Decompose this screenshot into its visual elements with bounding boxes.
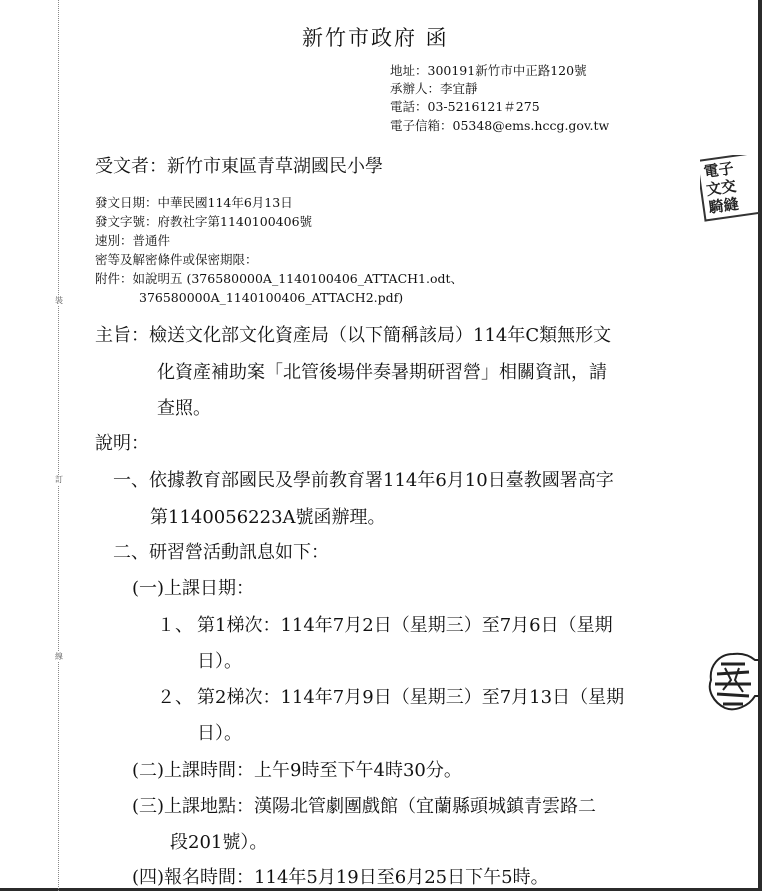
issue-date: 發文日期：中華民國114年6月13日 <box>95 195 293 210</box>
explanation-heading: 說明： <box>95 433 149 454</box>
sub1-item-b-line1: 第2梯次：114年7月9日（星期三）至7月13日（星期 <box>197 687 625 708</box>
stamp-text-1: 電子 <box>702 159 735 182</box>
electronic-seam-stamp <box>700 155 760 227</box>
explanation-item2: 二、研習營活動訊息如下： <box>113 542 329 563</box>
subject-line-2: 化資產補助案「北管後場伴奏暑期研習營」相關資訊，請 <box>157 362 607 383</box>
stamp-text-3: 騎縫 <box>707 194 740 217</box>
binding-mark-ding: 訂 <box>55 475 63 484</box>
issue-number: 發文字號：府教社字第1140100406號 <box>95 214 313 229</box>
stamp-text-2: 文交 <box>705 176 738 199</box>
delivery-speed: 速別：普通件 <box>95 233 171 248</box>
explanation-sub3-line1: (三)上課地點：漢陽北管劇團戲館（宜蘭縣頭城鎮青雲路二 <box>132 796 597 817</box>
attachment-line-1: 附件：如說明五 (376580000A_1140100406_ATTACH1.odt、 <box>95 271 464 286</box>
official-seal-mark <box>705 650 759 714</box>
explanation-sub4: (四)報名時間：114年5月19日至6月25日下午5時。 <box>132 867 549 888</box>
contact-address: 地址：300191新竹市中正路120號 <box>390 63 587 78</box>
sub1-item-a-line1: 第1梯次：114年7月2日（星期三）至7月6日（星期 <box>197 615 613 636</box>
page-frame-right <box>758 0 762 891</box>
subject-line-3: 查照。 <box>157 398 211 419</box>
sub1-item-b-line2: 日）。 <box>197 723 242 744</box>
recipient-line: 受文者：新竹市東區青草湖國民小學 <box>95 156 383 177</box>
sub1-item-a-line2: 日）。 <box>197 651 242 672</box>
subject-line-1: 主旨：檢送文化部文化資產局（以下簡稱該局）114年C類無形文 <box>95 325 612 346</box>
secrecy-level: 密等及解密條件或保密期限： <box>95 252 258 267</box>
binding-mark-zhuang: 裝 <box>55 296 63 305</box>
contact-email: 電子信箱：05348@ems.hccg.gov.tw <box>390 118 610 133</box>
explanation-sub3-line2: 段201號）。 <box>170 832 268 853</box>
explanation-item1-line2: 第1140056223A號函辦理。 <box>150 507 386 528</box>
sub1-item-a-number: １、 <box>157 615 193 636</box>
sub1-item-b-number: ２、 <box>157 687 193 708</box>
contact-handler: 承辦人：李宜靜 <box>390 81 478 96</box>
binding-dotted-line <box>58 0 59 891</box>
attachment-line-2: 376580000A_1140100406_ATTACH2.pdf) <box>139 290 404 305</box>
explanation-sub2: (二)上課時間：上午9時至下午4時30分。 <box>132 760 462 781</box>
explanation-item1-line1: 一、依據教育部國民及學前教育署114年6月10日臺教國署高字 <box>113 470 614 491</box>
explanation-sub1-heading: (一)上課日期： <box>132 578 255 599</box>
contact-phone: 電話：03-5216121＃275 <box>390 99 540 114</box>
binding-mark-xian: 線 <box>55 652 63 661</box>
document-title: 新竹市政府 函 <box>302 26 449 50</box>
